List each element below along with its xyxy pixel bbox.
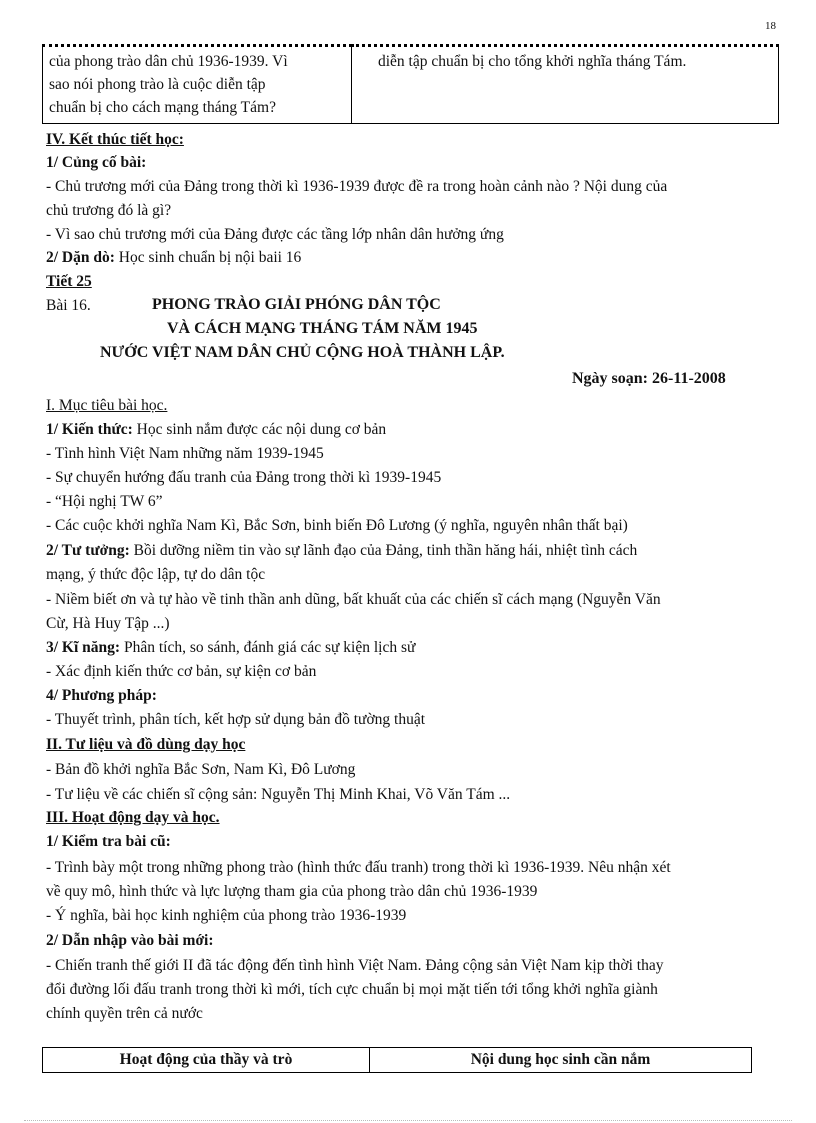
text-line: - Chủ trương mới của Đảng trong thời kì 1936-1939 được đề ra trong hoàn cảnh nào ? Nội dung của bbox=[46, 178, 668, 195]
label: 3/ Kĩ năng: bbox=[46, 639, 121, 656]
text-line: - “Hội nghị TW 6” bbox=[46, 493, 163, 510]
text-line: mạng, ý thức độc lập, tự do dân tộc bbox=[46, 566, 266, 583]
lesson-title-line2: VÀ CÁCH MẠNG THÁNG TÁM NĂM 1945 bbox=[167, 320, 478, 337]
text-line: - Các cuộc khởi nghĩa Nam Kì, Bắc Sơn, binh biến Đô Lương (ý nghĩa, nguyên nhân thất bại) bbox=[46, 517, 628, 534]
table-cell-right: diễn tập chuẩn bị cho tổng khởi nghĩa tháng Tám. bbox=[352, 46, 779, 124]
table-row bbox=[43, 46, 779, 124]
text-line: đổi đường lối đấu tranh trong thời kì mới, tích cực chuẩn bị mọi mặt tiến tới tổng khởi nghĩa giành bbox=[46, 981, 658, 998]
page-bottom-divider bbox=[24, 1120, 792, 1121]
text-line: - Vì sao chủ trương mới của Đảng được các tầng lớp nhân dân hưởng ứng bbox=[46, 226, 504, 243]
subheading: 1/ Kiểm tra bài cũ: bbox=[46, 833, 171, 850]
text-line: - Niềm biết ơn và tự hào về tinh thần anh dũng, bất khuất của các chiến sĩ cách mạng (Nguyễn Văn bbox=[46, 591, 661, 608]
text-line: Cừ, Hà Huy Tập ...) bbox=[46, 615, 170, 632]
lesson-title-line1: PHONG TRÀO GIẢI PHÓNG DÂN TỘC bbox=[152, 296, 441, 313]
table-row bbox=[43, 1048, 752, 1073]
page-number: 18 bbox=[765, 20, 776, 32]
text-line: - Chiến tranh thế giới II đã tác động đến tình hình Việt Nam. Đảng cộng sản Việt Nam kịp thời thay bbox=[46, 957, 664, 974]
cell-line: của phong trào dân chủ 1936-1939. Vì bbox=[49, 53, 288, 70]
cell-line: chuẩn bị cho cách mạng tháng Tám? bbox=[49, 99, 276, 116]
activity-table-header bbox=[42, 1047, 752, 1073]
section-heading: II. Tư liệu và đồ dùng dạy học bbox=[46, 736, 246, 753]
section-heading: III. Hoạt động dạy và học. bbox=[46, 809, 220, 826]
label: 2/ Dặn dò: bbox=[46, 249, 115, 266]
text-line: - Tư liệu về các chiến sĩ cộng sản: Nguyễn Thị Minh Khai, Võ Văn Tám ... bbox=[46, 786, 511, 803]
text-line: - Ý nghĩa, bài học kinh nghiệm của phong trào 1936-1939 bbox=[46, 907, 407, 924]
label-text: Học sinh chuẩn bị nội baii 16 bbox=[114, 249, 302, 266]
text-line: chính quyền trên cả nước bbox=[46, 1005, 203, 1022]
text-line: - Sự chuyển hướng đấu tranh của Đảng trong thời kì 1939-1945 bbox=[46, 469, 442, 486]
section-heading: I. Mục tiêu bài học. bbox=[46, 397, 168, 414]
subheading: 1/ Củng cố bài: bbox=[46, 154, 147, 171]
top-table bbox=[42, 44, 779, 124]
section-heading: IV. Kết thúc tiết học: bbox=[46, 131, 184, 148]
cell-line: sao nói phong trào là cuộc diễn tập bbox=[49, 76, 266, 93]
text-line bbox=[46, 638, 780, 658]
lesson-date: Ngày soạn: 26-11-2008 bbox=[572, 370, 726, 387]
label-text: Bồi dưỡng niềm tin vào sự lãnh đạo của Đảng, tinh thần hăng hái, nhiệt tình cách bbox=[129, 542, 638, 559]
text-line bbox=[46, 248, 780, 268]
lesson-number: Bài 16. bbox=[46, 297, 91, 314]
lesson-title-line3: NƯỚC VIỆT NAM DÂN CHỦ CỘNG HOÀ THÀNH LẬP. bbox=[100, 344, 505, 361]
table-cell-left bbox=[43, 46, 352, 124]
text-line: - Bản đồ khởi nghĩa Bắc Sơn, Nam Kì, Đô Lương bbox=[46, 761, 356, 778]
text-line: - Xác định kiến thức cơ bản, sự kiện cơ bản bbox=[46, 663, 317, 680]
text-line: - Tình hình Việt Nam những năm 1939-1945 bbox=[46, 445, 324, 462]
text-line: về quy mô, hình thức và lực lượng tham gia của phong trào dân chủ 1936-1939 bbox=[46, 883, 538, 900]
text-line bbox=[46, 420, 780, 440]
column-header-content: Nội dung học sinh cần nắm bbox=[370, 1048, 752, 1073]
subheading: 4/ Phương pháp: bbox=[46, 687, 157, 704]
label-text: Phân tích, so sánh, đánh giá các sự kiện lịch sử bbox=[120, 639, 416, 656]
label: 2/ Tư tưởng: bbox=[46, 542, 130, 559]
text-line bbox=[46, 541, 780, 561]
text-line: chủ trương đó là gì? bbox=[46, 202, 172, 219]
subheading: 2/ Dẫn nhập vào bài mới: bbox=[46, 932, 214, 949]
column-header-activities: Hoạt động của thầy và trò bbox=[43, 1048, 370, 1073]
label: 1/ Kiến thức: bbox=[46, 421, 133, 438]
text-line: - Thuyết trình, phân tích, kết hợp sử dụng bản đồ tường thuật bbox=[46, 711, 426, 728]
lesson-period: Tiết 25 bbox=[46, 273, 92, 290]
text-line: - Trình bày một trong những phong trào (hình thức đấu tranh) trong thời kì 1936-1939. Nêu nhận xét bbox=[46, 859, 671, 876]
label-text: Học sinh nắm được các nội dung cơ bản bbox=[132, 421, 387, 438]
